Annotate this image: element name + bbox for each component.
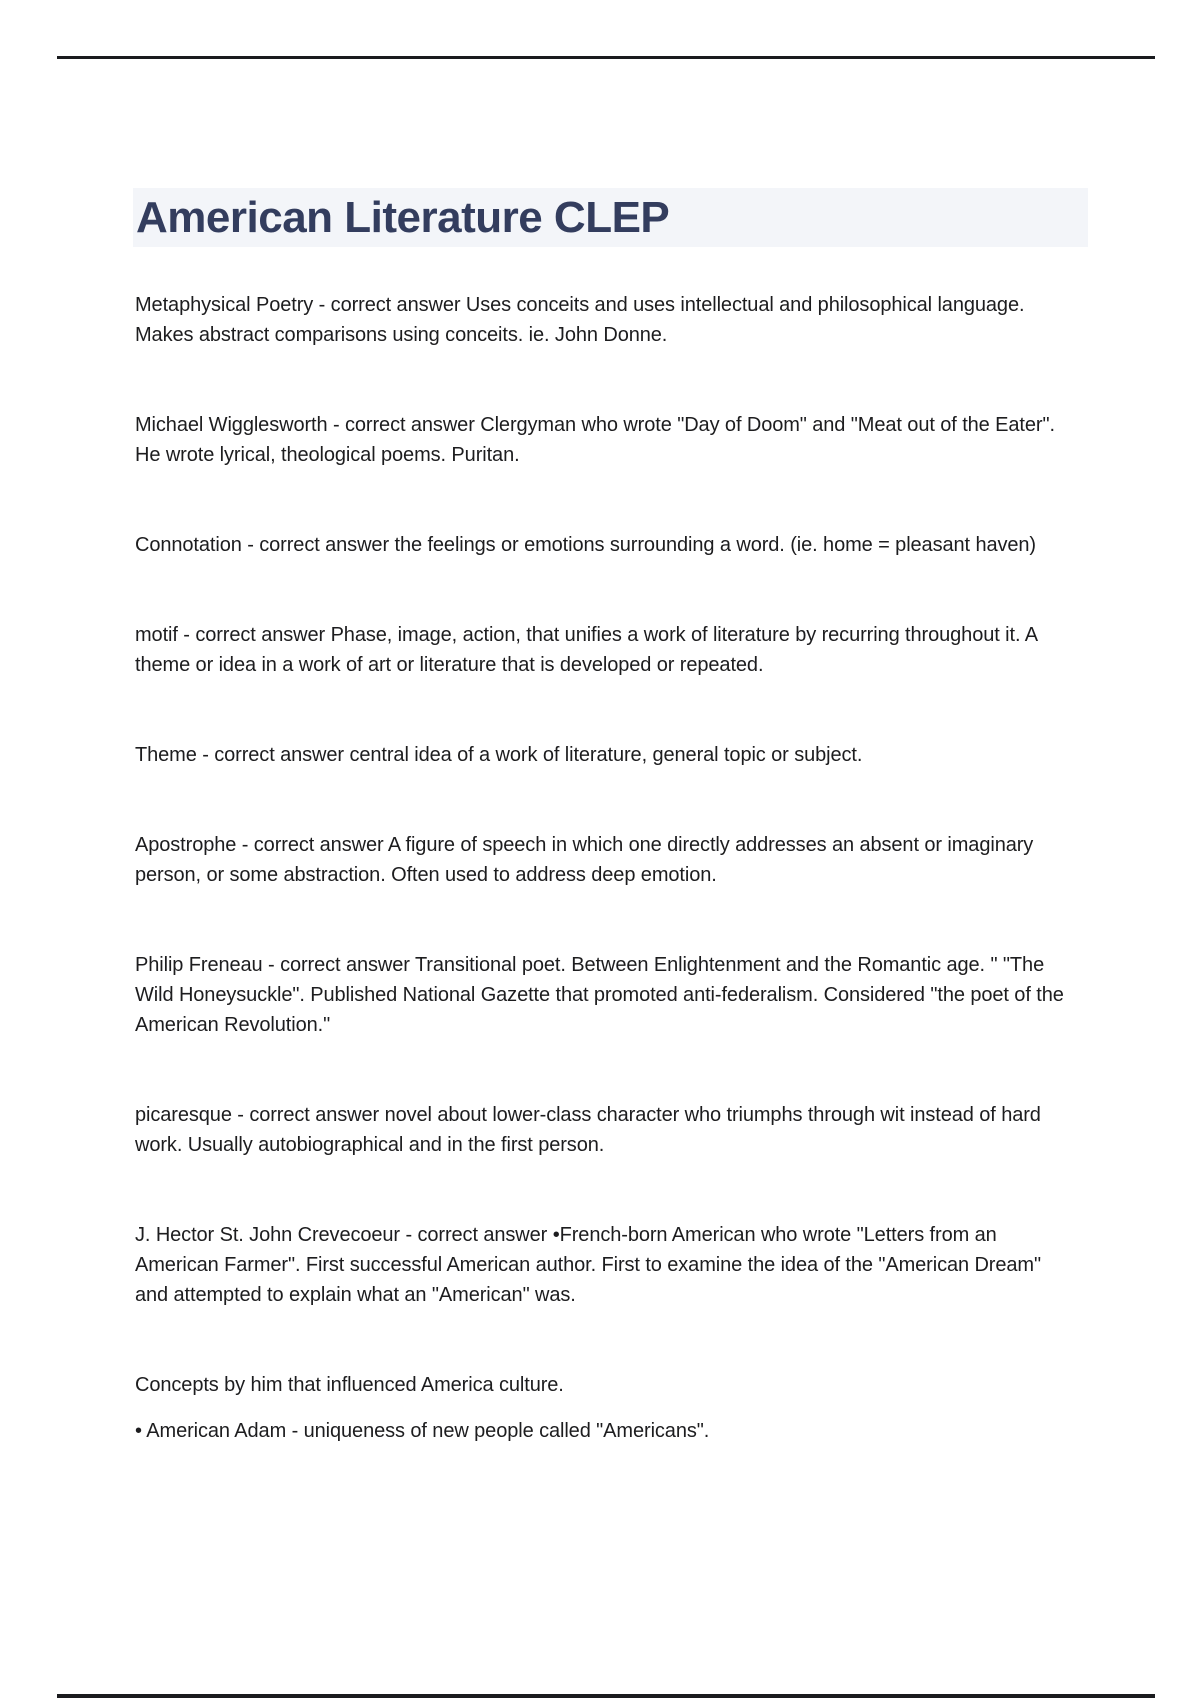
separator-text: - xyxy=(313,294,331,316)
definition-text: A figure of speech in which one directly addresses an absent or imaginary person, or some abstraction. Often used to address deep emotion. xyxy=(135,834,1034,886)
bottom-rule xyxy=(57,1694,1155,1698)
separator-text: - xyxy=(236,834,254,856)
top-rule xyxy=(57,56,1155,59)
flashcard-entry xyxy=(135,530,1067,560)
note-entry xyxy=(135,1370,1067,1400)
separator-text: - xyxy=(241,534,260,556)
separator-text: - xyxy=(196,744,215,766)
definition-text: the feelings or emotions surrounding a word. (ie. home = pleasant haven) xyxy=(394,534,1036,556)
separator-text: - xyxy=(262,954,281,976)
correct-answer-label: correct answer xyxy=(280,954,410,976)
term-text: Apostrophe xyxy=(135,834,237,856)
term-text: Connotation xyxy=(135,534,242,556)
flashcard-entry xyxy=(135,740,1067,770)
correct-answer-label: correct answer xyxy=(417,1224,548,1246)
definition-text: •French-born American who wrote "Letters from an American Farmer". First successful American author. First to examine the idea of the "American Dream" and attempted to explain what an "American" was. xyxy=(135,1224,1041,1306)
flashcard-entry xyxy=(135,1100,1067,1160)
term-text: Metaphysical Poetry xyxy=(135,294,314,316)
page-title: American Literature CLEP xyxy=(136,193,670,242)
term-text: motif xyxy=(135,624,178,646)
separator-text: - xyxy=(400,1224,418,1246)
correct-answer-label: correct answer xyxy=(330,294,461,316)
document-content xyxy=(135,290,1067,1446)
separator-text: - xyxy=(231,1104,250,1126)
correct-answer-label: correct answer xyxy=(214,744,344,766)
flashcard-entry xyxy=(135,290,1067,350)
flashcard-entry xyxy=(135,950,1067,1040)
definition-text: Transitional poet. Between Enlightenment and the Romantic age. " "The Wild Honeysuckle". Published National Gazette that promoted anti-federalism. Considered "the poet of the American Revolution." xyxy=(135,954,1064,1036)
definition-text: Clergyman who wrote "Day of Doom" and "Meat out of the Eater". He wrote lyrical, theological poems. Puritan. xyxy=(135,414,1055,466)
flashcard-entry xyxy=(135,830,1067,890)
bullet-icon: • xyxy=(135,1420,142,1442)
separator-text: - xyxy=(177,624,196,646)
term-text: Theme xyxy=(135,744,197,766)
term-text: picaresque xyxy=(135,1104,232,1126)
bullet-entry xyxy=(135,1416,1067,1446)
flashcard-entry xyxy=(135,1220,1067,1310)
separator-text: - xyxy=(327,414,345,436)
correct-answer-label: correct answer xyxy=(345,414,475,436)
definition-text: Uses conceits and uses intellectual and philosophical language. Makes abstract comparisons using conceits. ie. John Donne. xyxy=(135,294,1025,346)
correct-answer-label: correct answer xyxy=(249,1104,380,1126)
note-text: Concepts by him that influenced America culture. xyxy=(135,1374,564,1396)
correct-answer-label: correct answer xyxy=(195,624,326,646)
bullet-text: American Adam - uniqueness of new people called "Americans". xyxy=(146,1420,710,1442)
correct-answer-label: correct answer xyxy=(259,534,390,556)
term-text: J. Hector St. John Crevecoeur xyxy=(135,1224,400,1246)
title-bar xyxy=(133,188,1088,247)
flashcard-entry xyxy=(135,620,1067,680)
definition-text: Phase, image, action, that unifies a work of literature by recurring throughout it. A theme or idea in a work of art or literature that is developed or repeated. xyxy=(135,624,1037,676)
term-text: Michael Wigglesworth xyxy=(135,414,328,436)
correct-answer-label: correct answer xyxy=(253,834,384,856)
definition-text: novel about lower-class character who triumphs through wit instead of hard work. Usually autobiographical and in the first person. xyxy=(135,1104,1041,1156)
term-text: Philip Freneau xyxy=(135,954,263,976)
flashcard-entry xyxy=(135,410,1067,470)
definition-text: central idea of a work of literature, general topic or subject. xyxy=(349,744,863,766)
